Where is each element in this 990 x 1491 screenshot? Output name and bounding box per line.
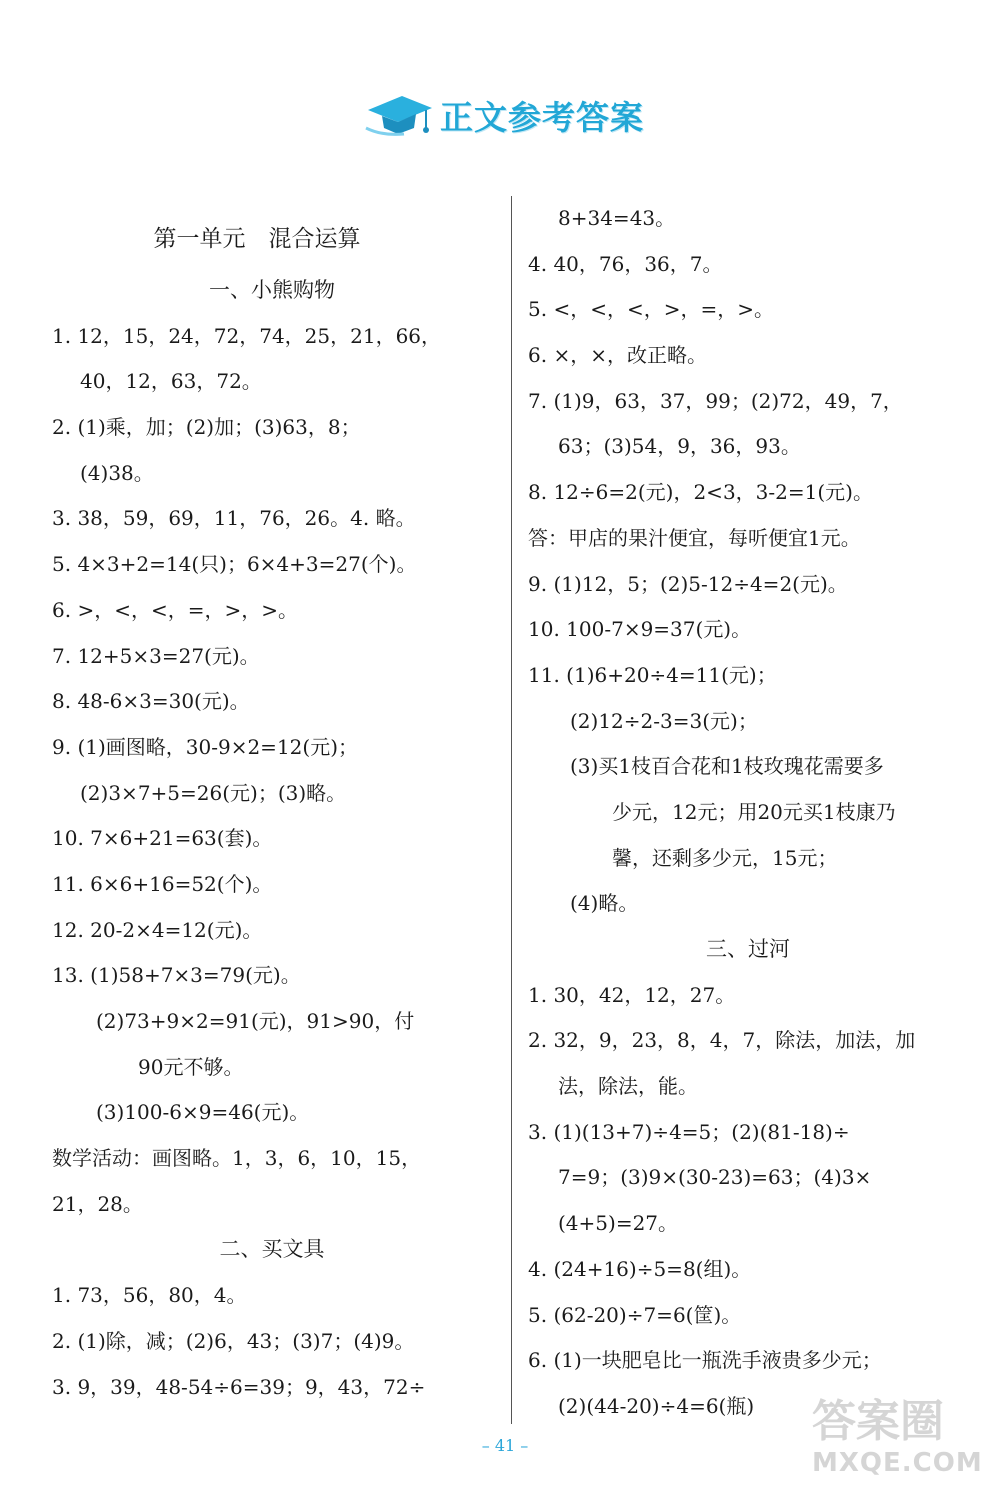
left-column <box>52 214 492 1410</box>
answer-line: 5. (62-20)÷7=6(筐)。 <box>528 1302 742 1327</box>
answer-line: (2)(44-20)÷4=6(瓶) <box>558 1393 755 1418</box>
page-title: 正文参考答案 <box>440 98 644 137</box>
answer-line: 40，12，63，72。 <box>80 369 262 394</box>
answer-line: 数学活动：画图略。1，3，6，10，15， <box>52 1146 422 1171</box>
answer-line: 11. (1)6+20÷4=11(元)； <box>528 662 777 687</box>
section-title: 二、买文具 <box>219 1237 325 1262</box>
answer-line: 90元不够。 <box>138 1054 244 1079</box>
answer-line: (4)38。 <box>80 460 154 485</box>
answer-line: 1. 12，15，24，72，74，25，21，66， <box>52 323 442 348</box>
answer-line: 21，28。 <box>52 1191 143 1216</box>
watermark-url: MXQE.COM <box>812 1448 983 1478</box>
answer-line: 4. (24+16)÷5=8(组)。 <box>528 1256 752 1281</box>
answer-line: 7=9；(3)9×(30-23)=63；(4)3× <box>558 1165 872 1190</box>
answer-line: 8. 48-6×3=30(元)。 <box>52 689 250 714</box>
answer-line: 馨，还剩多少元，15元； <box>612 845 838 870</box>
answer-line: 6. ×，×，改正略。 <box>528 343 707 368</box>
answer-line: (4)略。 <box>570 891 639 916</box>
answer-line: 3. 9，39，48-54÷6=39；9，43，72÷ <box>52 1374 426 1399</box>
watermark <box>812 1396 982 1486</box>
answer-line: 11. 6×6+16=52(个)。 <box>52 871 273 896</box>
section-title: 一、小熊购物 <box>209 278 335 302</box>
answer-line: 9. (1)12，5；(2)5-12÷4=2(元)。 <box>528 571 848 596</box>
answer-line: (3)买1枝百合花和1枝玫瑰花需要多 <box>570 754 884 779</box>
answer-line: 7. 12+5×3=27(元)。 <box>52 643 260 668</box>
answer-line: 6. (1)一块肥皂比一瓶洗手液贵多少元； <box>528 1348 882 1373</box>
answer-line: 4. 40，76，36，7。 <box>528 251 723 276</box>
answer-line: 6. >，<，<，=，>，>。 <box>52 597 298 622</box>
answer-line: 12. 20-2×4=12(元)。 <box>52 917 263 942</box>
page-header <box>360 80 680 150</box>
page-number: – 41 – <box>481 1436 529 1455</box>
answer-line: (2)73+9×2=91(元)，91>90，付 <box>96 1009 415 1033</box>
answer-line: (3)100-6×9=46(元)。 <box>96 1100 310 1125</box>
answer-line: 13. (1)58+7×3=79(元)。 <box>52 963 301 988</box>
answer-line: 10. 7×6+21=63(套)。 <box>52 826 273 851</box>
section-title: 三、过河 <box>706 937 790 961</box>
answer-line: (2)12÷2-3=3(元)； <box>570 708 758 733</box>
right-column <box>528 196 968 1430</box>
answer-line: 2. (1)除，减；(2)6，43；(3)7；(4)9。 <box>52 1328 415 1353</box>
answer-line: 3. 38，59，69，11，76，26。4. 略。 <box>52 506 416 531</box>
answer-line: 1. 30，42，12，27。 <box>528 982 736 1007</box>
answer-line: 2. (1)乘，加；(2)加；(3)63，8； <box>52 415 361 440</box>
answer-line: 8+34=43。 <box>558 206 676 230</box>
column-divider <box>511 196 512 1424</box>
answer-line: 9. (1)画图略，30-9×2=12(元)； <box>52 734 358 759</box>
answer-line: 63；(3)54，9，36，93。 <box>558 434 801 459</box>
answer-line: 10. 100-7×9=37(元)。 <box>528 617 752 642</box>
watermark-logo: 答案圈 <box>812 1396 944 1447</box>
graduation-cap-icon <box>364 84 434 144</box>
answer-line: 2. 32，9，23，8，4，7，除法，加法，加 <box>528 1028 916 1053</box>
answer-line: 8. 12÷6=2(元)，2<3，3-2=1(元)。 <box>528 480 873 505</box>
answer-line: 1. 73，56，80，4。 <box>52 1283 247 1308</box>
answer-line: 7. (1)9，63，37，99；(2)72，49，7， <box>528 388 903 413</box>
answer-line: 答：甲店的果汁便宜，每听便宜1元。 <box>528 525 861 550</box>
answer-line: 5. <，<，<，>，=，>。 <box>528 297 774 322</box>
answer-line: 少元，12元；用20元买1枝康乃 <box>612 799 896 824</box>
answer-line: (2)3×7+5=26(元)；(3)略。 <box>80 780 347 805</box>
answer-line: (4+5)=27。 <box>558 1211 679 1236</box>
unit-title: 第一单元 混合运算 <box>153 226 361 252</box>
answer-line: 5. 4×3+2=14(只)；6×4+3=27(个)。 <box>52 552 417 577</box>
answer-line: 法，除法，能。 <box>558 1074 698 1099</box>
answer-line: 3. (1)(13+7)÷4=5；(2)(81-18)÷ <box>528 1119 850 1144</box>
